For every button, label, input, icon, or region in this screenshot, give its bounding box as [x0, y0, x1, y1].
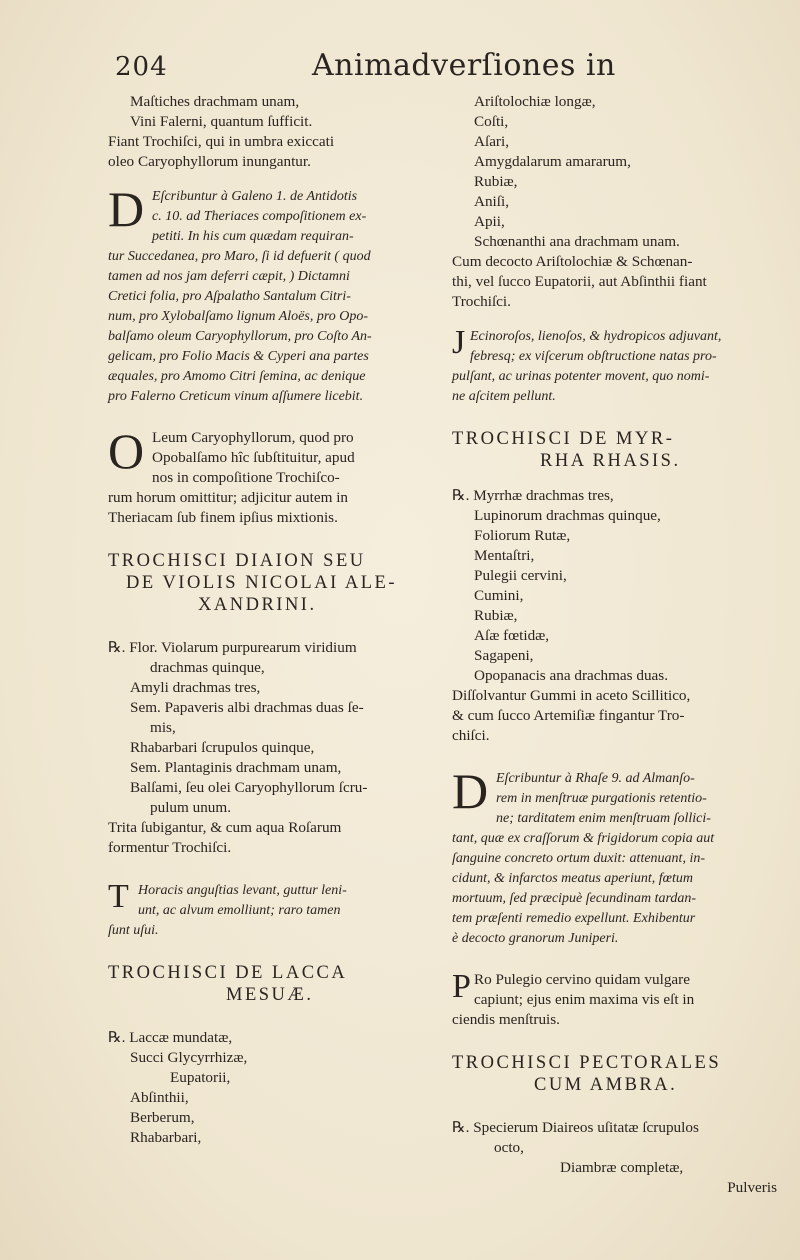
- commentary-line: Ecinoroſos, lienoſos, & hydropicos adjuvant,: [470, 329, 722, 344]
- recipe-line: ℞. Specierum Diaireos uſitatæ ſcrupulos: [452, 1119, 699, 1136]
- catchword: Pulveris: [727, 1179, 777, 1196]
- recipe-line: Ariſtolochiæ longæ,: [474, 93, 596, 110]
- commentary-line: Opobalſamo hîc ſubſtituitur, apud: [152, 449, 355, 466]
- page-number: 204: [115, 52, 168, 82]
- recipe-line: Amygdalarum amararum,: [474, 153, 631, 170]
- commentary-line: Ro Pulegio cervino quidam vulgare: [474, 971, 690, 988]
- recipe-line: Succi Glycyrrhizæ,: [130, 1049, 248, 1066]
- recipe-line: drachmas quinque,: [150, 659, 265, 676]
- drop-capital: J: [452, 324, 466, 361]
- commentary-line: tamen ad nos jam deferri cæpit, ) Dictamni: [108, 269, 350, 284]
- right-column: [452, 92, 777, 1198]
- section-heading-pectorales: [452, 1052, 777, 1096]
- commentary-pulegio: [452, 970, 777, 1030]
- formula-line: oleo Caryophyllorum inungantur.: [108, 153, 311, 170]
- commentary-line: Eſcribuntur à Rhaſe 9. ad Almanſo-: [496, 771, 695, 786]
- recipe-diaion: [108, 638, 443, 858]
- recipe-line: thi, vel ſucco Eupatorii, aut Abſinthii fiant: [452, 273, 707, 290]
- commentary-line: Theriacam ſub finem ipſius mixtionis.: [108, 509, 338, 526]
- commentary-line: nos in compoſitione Trochiſco-: [152, 469, 340, 486]
- recipe-line: ℞. Flor. Violarum purpurearum viridium: [108, 639, 357, 656]
- section-heading-lacca: [108, 962, 443, 1006]
- recipe-line: & cum ſucco Artemiſiæ fingantur Tro-: [452, 707, 685, 724]
- recipe-line: Trochiſci.: [452, 293, 511, 310]
- commentary-line: ciendis menſtruis.: [452, 1011, 560, 1028]
- commentary-line: ſunt uſui.: [108, 923, 159, 938]
- heading-line: TROCHISCI DIAION SEU: [108, 551, 366, 571]
- recipe-line: Rubiæ,: [474, 173, 518, 190]
- recipe-line: Coſti,: [474, 113, 509, 130]
- page-header: [0, 48, 800, 88]
- commentary-line: capiunt; ejus enim maxima vis eſt in: [474, 991, 695, 1008]
- commentary-line: mortuum, ſed præcipuè ſecundinam tardan-: [452, 891, 697, 906]
- drop-capital: P: [452, 968, 471, 1005]
- recipe-line: mis,: [150, 719, 176, 736]
- recipe-line: Berberum,: [130, 1109, 195, 1126]
- commentary-line: ne aſcitem pellunt.: [452, 389, 556, 404]
- recipe-line: Rhabarbari,: [130, 1129, 202, 1146]
- commentary-line: cidunt, & infarctos meatus aperiunt, fœtum: [452, 871, 693, 886]
- commentary-line: c. 10. ad Theriaces compoſitionem ex-: [152, 209, 367, 224]
- drop-capital: T: [108, 878, 129, 915]
- commentary-line: Eſcribuntur à Galeno 1. de Antidotis: [152, 189, 358, 204]
- recipe-line: Foliorum Rutæ,: [474, 527, 571, 544]
- formula-ending: [108, 92, 443, 172]
- commentary-thoracis: [108, 880, 443, 940]
- commentary-line: balſamo oleum Caryophyllorum, pro Coſto An-: [108, 329, 372, 344]
- recipe-line: pulum unum.: [150, 799, 232, 816]
- recipe-lacca: [108, 1028, 443, 1148]
- recipe-line: ℞. Myrrhæ drachmas tres,: [452, 487, 614, 504]
- recipe-line: Lupinorum drachmas quinque,: [474, 507, 661, 524]
- recipe-line: ℞. Laccæ mundatæ,: [108, 1029, 233, 1046]
- commentary-line: num, pro Xylobalſamo lignum Aloës, pro Opo-: [108, 309, 369, 324]
- commentary-line: pulſant, ac urinas potenter movent, quo nomi-: [452, 369, 710, 384]
- commentary-line: æquales, pro Amomo Citri ſemina, ac denique: [108, 369, 366, 384]
- commentary-line: rem in menſtruæ purgationis retentio-: [496, 791, 707, 806]
- running-title: Animadverſiones in: [312, 48, 616, 83]
- recipe-line: Rubiæ,: [474, 607, 518, 624]
- recipe-line: Apii,: [474, 213, 505, 230]
- heading-line: TROCHISCI DE MYR-: [452, 429, 675, 449]
- commentary-line: febresq; ex viſcerum obſtructione natas pro-: [470, 349, 717, 364]
- recipe-line: octo,: [494, 1139, 524, 1156]
- commentary-line: Horacis anguſtias levant, guttur leni-: [138, 883, 347, 898]
- recipe-line: Cum decocto Ariſtolochiæ & Schœnan-: [452, 253, 693, 270]
- commentary-line: è decocto granorum Juniperi.: [452, 931, 619, 946]
- commentary-line: tur Succedanea, pro Maro, ſi id defuerit ( quod: [108, 249, 371, 264]
- section-heading-diaion: [108, 550, 443, 616]
- left-column: [108, 92, 443, 1148]
- commentary-line: Cretici folia, pro Aſpalatho Santalum Citri-: [108, 289, 351, 304]
- drop-capital: O: [108, 423, 145, 479]
- recipe-line: Sem. Plantaginis drachmam unam,: [130, 759, 342, 776]
- commentary-line: petiti. In his cum quædam requiran-: [152, 229, 354, 244]
- recipe-continuation: [452, 92, 777, 312]
- recipe-line: Opopanacis ana drachmas duas.: [474, 667, 668, 684]
- commentary-line: tant, quæ ex craſſorum & frigidorum copia aut: [452, 831, 715, 846]
- commentary-line: ne; tarditatem enim menſtruam ſollici-: [496, 811, 711, 826]
- recipe-line: chiſci.: [452, 727, 490, 744]
- heading-line: XANDRINI.: [198, 595, 317, 615]
- formula-line: Fiant Trochiſci, qui in umbra exiccati: [108, 133, 335, 150]
- recipe-line: Rhabarbari ſcrupulos quinque,: [130, 739, 315, 756]
- recipe-line: Pulegii cervini,: [474, 567, 567, 584]
- commentary-oleum: [108, 423, 443, 528]
- recipe-line: Trita ſubigantur, & cum aqua Roſarum: [108, 819, 342, 836]
- heading-line: TROCHISCI PECTORALES: [452, 1053, 722, 1073]
- commentary-line: gelicam, pro Folio Macis & Cyperi ana partes: [108, 349, 369, 364]
- recipe-myrrha: [452, 486, 777, 746]
- recipe-line: Mentaſtri,: [474, 547, 535, 564]
- heading-line: DE VIOLIS NICOLAI ALE-: [126, 573, 397, 593]
- recipe-line: Sem. Papaveris albi drachmas duas ſe-: [130, 699, 364, 716]
- recipe-line: Aſæ fœtidæ,: [474, 627, 550, 644]
- recipe-line: Diambræ completæ,: [560, 1159, 684, 1176]
- recipe-line: Aniſi,: [474, 193, 510, 210]
- commentary-line: rum horum omittitur; adjicitur autem in: [108, 489, 349, 506]
- recipe-line: Diſſolvantur Gummi in aceto Scillitico,: [452, 687, 691, 704]
- commentary-jecinorosos: [452, 326, 777, 406]
- recipe-line: formentur Trochiſci.: [108, 839, 232, 856]
- heading-line: TROCHISCI DE LACCA: [108, 963, 348, 983]
- section-heading-myrrha: [452, 428, 777, 472]
- recipe-line: Balſami, ſeu olei Caryophyllorum ſcru-: [130, 779, 368, 796]
- formula-line: Maſtiches drachmam unam,: [130, 93, 300, 110]
- recipe-line: Cumini,: [474, 587, 524, 604]
- recipe-line: Schœnanthi ana drachmam unam.: [474, 233, 680, 250]
- drop-capital: D: [108, 181, 145, 237]
- heading-line: RHA RHASIS.: [540, 451, 681, 471]
- commentary-line: tem præſenti remedio expellunt. Exhibentur: [452, 911, 696, 926]
- commentary-line: unt, ac alvum emolliunt; raro tamen: [138, 903, 341, 918]
- recipe-line: Sagapeni,: [474, 647, 534, 664]
- commentary-line: ſanguine concreto ortum duxit: attenuant, in-: [452, 851, 705, 866]
- recipe-pectorales: [452, 1118, 777, 1198]
- heading-line: CUM AMBRA.: [534, 1075, 678, 1095]
- commentary-rhases: [452, 763, 777, 948]
- recipe-line: Abſinthii,: [130, 1089, 189, 1106]
- commentary-galen: [108, 181, 443, 406]
- drop-capital: D: [452, 763, 489, 819]
- recipe-line: Aſari,: [474, 133, 510, 150]
- heading-line: MESUÆ.: [226, 985, 314, 1005]
- commentary-line: Leum Caryophyllorum, quod pro: [152, 429, 354, 446]
- formula-line: Vini Falerni, quantum ſufficit.: [130, 113, 313, 130]
- recipe-line: Amyli drachmas tres,: [130, 679, 261, 696]
- recipe-line: Eupatorii,: [170, 1069, 231, 1086]
- commentary-line: pro Falerno Creticum vinum aſſumere licebit.: [108, 389, 364, 404]
